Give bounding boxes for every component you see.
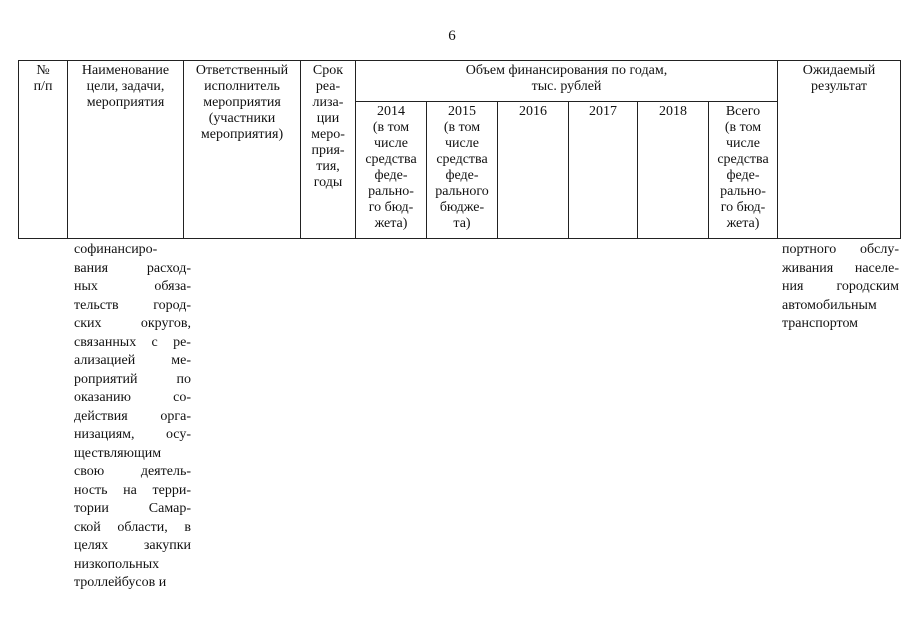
- name-text-line: ных обяза-: [74, 279, 191, 294]
- name-text-line: ществляющим: [74, 445, 162, 461]
- header-num: № п/п: [19, 61, 68, 239]
- name-text-line: оказанию со-: [74, 390, 191, 405]
- result-text-line: транспортом: [782, 316, 859, 331]
- name-text-line: тории Самар-: [74, 501, 191, 516]
- header-total: Всего (в том числе средства феде- рально- го бюд- жета): [709, 102, 778, 239]
- measure-name-continuation: [74, 241, 191, 593]
- header-name: Наименование цели, задачи, мероприятия: [68, 61, 184, 239]
- name-text-line: ность на терри-: [74, 482, 191, 498]
- name-text-line: роприятий по: [74, 371, 191, 387]
- name-text-line: софинансиро-: [74, 242, 158, 257]
- header-responsible: Ответственный исполнитель мероприятия (участники мероприятия): [184, 61, 301, 239]
- result-text-line: автомобильным: [782, 297, 877, 313]
- name-text-line: низациям, осу-: [74, 427, 191, 442]
- name-text-line: ской области, в: [74, 519, 191, 535]
- result-text-line: живания населе-: [782, 260, 899, 276]
- name-text-line: свою деятель-: [74, 464, 191, 479]
- header-year-2015: 2015 (в том числе средства феде- рального бюдже- та): [427, 102, 498, 239]
- header-year-2017: 2017: [569, 102, 638, 239]
- name-text-line: вания расход-: [74, 260, 191, 276]
- name-text-line: низкопольных: [74, 556, 160, 572]
- header-year-2014: 2014 (в том числе средства феде- рально- го бюд- жета): [356, 102, 427, 239]
- header-year-2018: 2018: [638, 102, 709, 239]
- name-text-line: ских округов,: [74, 316, 191, 331]
- financing-table-header: [18, 60, 901, 239]
- header-term: Срок реа- лиза- ции меро- прия- тия, годы: [301, 61, 356, 239]
- name-text-line: троллейбусов и: [74, 575, 167, 590]
- name-text-line: действия орга-: [74, 408, 191, 424]
- page-number: 6: [448, 28, 456, 44]
- header-result: Ожидаемый результат: [778, 61, 901, 239]
- name-text-line: тельств город-: [74, 297, 191, 313]
- name-text-line: связанных с ре-: [74, 334, 191, 350]
- expected-result-continuation: [782, 241, 899, 334]
- result-text-line: ния городским: [782, 279, 899, 294]
- name-text-line: ализацией ме-: [74, 353, 191, 368]
- header-year-2016: 2016: [498, 102, 569, 239]
- result-text-line: портного обслу-: [782, 242, 899, 257]
- header-financing: Объем финансирования по годам, тыс. рублей: [356, 61, 778, 102]
- name-text-line: целях закупки: [74, 538, 191, 553]
